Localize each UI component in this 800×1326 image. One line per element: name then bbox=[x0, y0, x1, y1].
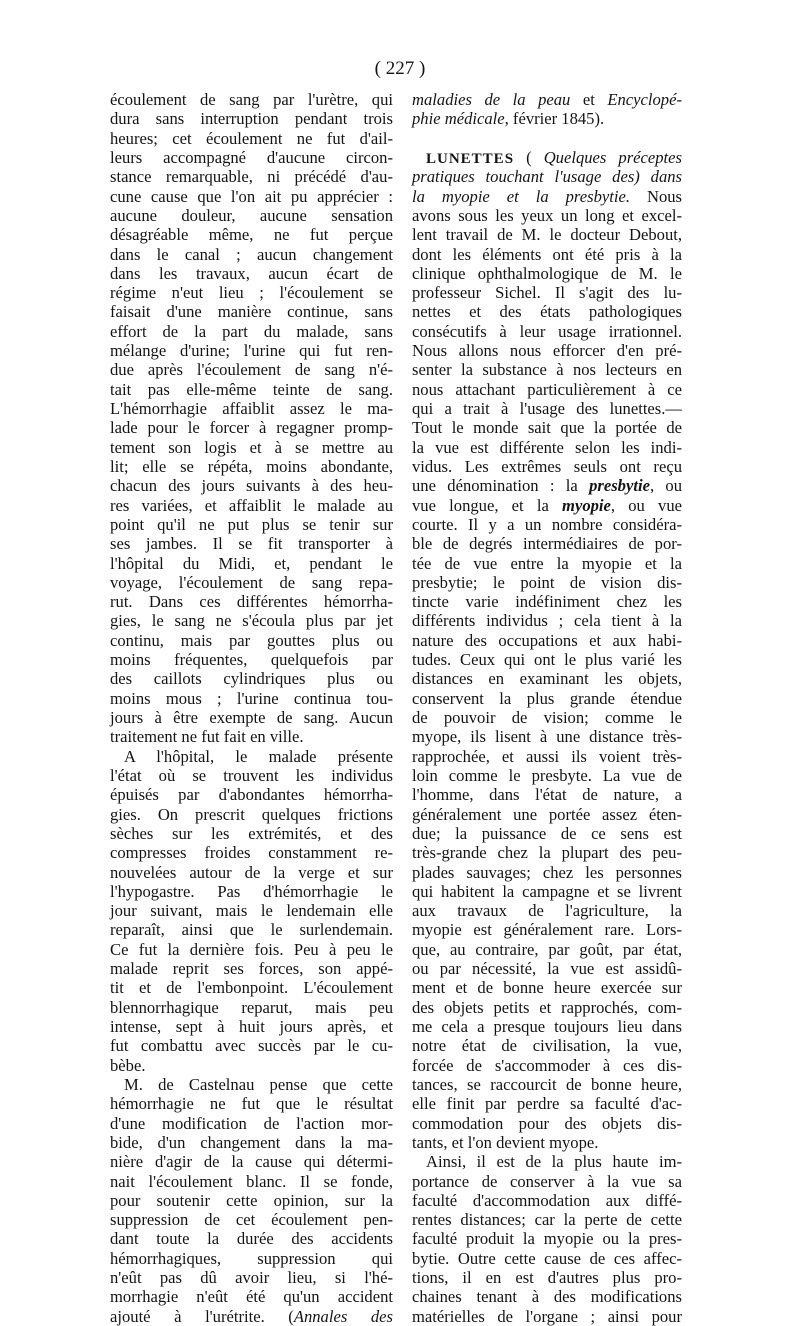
text-run: sèches sur les extrémités, et des bbox=[110, 823, 393, 843]
text-line bbox=[110, 708, 393, 727]
text-line bbox=[110, 631, 393, 650]
text-run: généralement une portée assez éten- bbox=[412, 804, 682, 824]
text-run: très-grande chez la plupart des peu- bbox=[412, 843, 682, 863]
text-line bbox=[110, 515, 393, 534]
text-run: senter la substance à nos lecteurs en bbox=[412, 360, 682, 380]
text-line bbox=[110, 978, 393, 997]
text-run: dont les éléments ont été pris à la bbox=[412, 244, 682, 264]
text-run: différents individus ; cela tient à la bbox=[412, 611, 682, 631]
text-run: hémorrhagie ne fut que le résultat bbox=[110, 1094, 393, 1114]
text-run: tit et de l'embonpoint. L'écoulement bbox=[110, 978, 393, 998]
text-line bbox=[110, 322, 393, 341]
text-run: l'hypogastre. Pas d'hémorrhagie le bbox=[110, 881, 393, 901]
text-run: ajouté à l'urétrite. ( bbox=[110, 1306, 294, 1326]
text-line bbox=[412, 689, 682, 708]
text-run: dant toute la durée des accidents bbox=[110, 1229, 393, 1249]
text-line bbox=[110, 727, 393, 746]
text-run: myopie est généralement rare. Lors- bbox=[412, 920, 682, 940]
text-run: bide, d'un changement dans la ma- bbox=[110, 1132, 393, 1152]
text-line bbox=[110, 360, 393, 379]
text-line bbox=[110, 1075, 393, 1094]
text-run: morrhagie n'eût été qu'un accident bbox=[110, 1287, 393, 1307]
text-line bbox=[412, 399, 682, 418]
text-line bbox=[110, 1056, 393, 1075]
text-run: la vue est différente selon les indi- bbox=[412, 437, 682, 457]
text-line bbox=[110, 554, 393, 573]
text-line bbox=[412, 708, 682, 727]
text-line bbox=[110, 747, 393, 766]
text-line bbox=[412, 322, 682, 341]
text-line bbox=[412, 109, 682, 128]
text-run: dura sans interruption pendant trois bbox=[110, 109, 393, 129]
text-run: jours à être exempte de sang. Aucun bbox=[110, 708, 393, 727]
text-line bbox=[412, 496, 682, 515]
text-run: gies, le sang ne s'écoula plus par jet bbox=[110, 611, 393, 631]
text-run: forcée de s'accommoder à ces dis- bbox=[412, 1055, 682, 1075]
text-line bbox=[412, 225, 682, 244]
text-line bbox=[412, 418, 682, 437]
text-run: nature des occupations et aux habi- bbox=[412, 630, 682, 650]
text-run: de pouvoir de vision; comme le bbox=[412, 708, 682, 727]
text-line bbox=[412, 380, 682, 399]
text-run: l'homme, dans l'état de nature, a bbox=[412, 785, 682, 805]
text-run: heures; cet écoulement ne fut d'ail- bbox=[110, 128, 393, 148]
text-run: Nous allons nous efforcer d'en pré- bbox=[412, 341, 682, 361]
text-line bbox=[110, 766, 393, 785]
text-run: tions, il en est d'autres plus pro- bbox=[412, 1268, 682, 1288]
text-line bbox=[110, 109, 393, 128]
text-run: nouvelées autour de la verge et sur bbox=[110, 862, 393, 882]
text-run: consécutifs à leur usage irrationnel. bbox=[412, 321, 682, 341]
text-line bbox=[110, 785, 393, 804]
text-line bbox=[110, 824, 393, 843]
text-line bbox=[412, 206, 682, 225]
text-line bbox=[412, 129, 682, 148]
text-run: Encyclopé- bbox=[607, 90, 682, 109]
text-line bbox=[412, 341, 682, 360]
text-run: hémorrhagiques, suppression qui bbox=[110, 1248, 393, 1268]
text-run: ( bbox=[514, 147, 544, 167]
text-line bbox=[412, 1075, 682, 1094]
text-line bbox=[412, 360, 682, 379]
text-run: faculté produit la myopie ou la pres- bbox=[412, 1229, 682, 1249]
text-run: LUNETTES bbox=[426, 150, 515, 167]
text-line bbox=[110, 592, 393, 611]
text-run: nettes et des états pathologiques bbox=[412, 302, 682, 322]
text-line bbox=[412, 882, 682, 901]
text-line bbox=[412, 90, 682, 109]
text-line bbox=[110, 901, 393, 920]
text-line bbox=[412, 592, 682, 611]
text-run: lit; elle se répéta, moins abondante, bbox=[110, 456, 393, 476]
text-line bbox=[110, 863, 393, 882]
text-line bbox=[412, 1114, 682, 1133]
text-run: rapprochée, et aussi ils voient très- bbox=[412, 746, 682, 766]
text-run: intense, sept à huit jours après, et bbox=[110, 1017, 393, 1036]
text-line bbox=[412, 611, 682, 630]
text-line bbox=[110, 341, 393, 360]
text-line bbox=[110, 418, 393, 437]
text-run: commodation pour des objets dis- bbox=[412, 1113, 682, 1133]
text-run: désagréable même, ne fut perçue bbox=[110, 225, 393, 245]
text-line bbox=[110, 1094, 393, 1113]
text-line bbox=[110, 534, 393, 553]
text-line bbox=[110, 1133, 393, 1152]
text-run: stance remarquable, ni précédé d'au- bbox=[110, 167, 393, 187]
text-run: tudes. Ceux qui ont le plus varié les bbox=[412, 650, 682, 670]
text-run: chacun des jours suivants à des heu- bbox=[110, 476, 393, 496]
text-run: l'hôpital du Midi, et, pendant le bbox=[110, 553, 393, 573]
text-run: des caillots cylindriques plus ou bbox=[110, 669, 393, 689]
text-line bbox=[412, 1191, 682, 1210]
text-line bbox=[412, 766, 682, 785]
text-line bbox=[110, 457, 393, 476]
text-line bbox=[110, 148, 393, 167]
text-run: conservent la plus grande étendue bbox=[412, 688, 682, 708]
text-line bbox=[412, 1268, 682, 1287]
text-run: compresses froides constamment re- bbox=[110, 843, 393, 863]
text-run: Quelques préceptes bbox=[543, 147, 682, 167]
text-line bbox=[110, 611, 393, 630]
text-line bbox=[412, 727, 682, 746]
text-run: traitement ne fut fait en ville. bbox=[110, 727, 304, 747]
text-line bbox=[110, 476, 393, 495]
text-run: M. de Castelnau pense que cette bbox=[124, 1074, 393, 1094]
text-line bbox=[412, 1094, 682, 1113]
text-run: tée de vue entre la myopie et la bbox=[412, 553, 682, 573]
text-line bbox=[110, 843, 393, 862]
text-run: tincte varie indéfiniment chez les bbox=[412, 592, 682, 612]
text-line bbox=[110, 882, 393, 901]
text-run: vidus. Les extrêmes seuls ont reçu bbox=[412, 456, 682, 476]
text-run: , février 1845). bbox=[504, 109, 605, 129]
text-run: écoulement de sang par l'urètre, qui bbox=[110, 90, 393, 109]
text-run: portance de conserver à la vue sa bbox=[412, 1171, 682, 1191]
text-run: gies. On prescrit quelques frictions bbox=[110, 804, 393, 824]
text-run: presbytie; le point de vision dis- bbox=[412, 572, 682, 592]
text-line bbox=[110, 959, 393, 978]
text-line bbox=[110, 1036, 393, 1055]
text-run: malade reprit ses forces, son appé- bbox=[110, 959, 393, 979]
text-line bbox=[412, 573, 682, 592]
text-line bbox=[412, 534, 682, 553]
text-run: loin comme le presbyte. La vue de bbox=[412, 765, 682, 785]
text-line bbox=[110, 998, 393, 1017]
text-run: d'une modification de l'action mor- bbox=[110, 1113, 393, 1133]
text-run: tances, se raccourcit de bonne heure, bbox=[412, 1074, 682, 1094]
text-run: avons sous les yeux un long et excel- bbox=[412, 205, 682, 225]
text-line bbox=[412, 1133, 682, 1152]
text-run: ble de degrés intermédiaires de por- bbox=[412, 534, 682, 554]
text-line bbox=[412, 631, 682, 650]
text-run: jour suivant, mais le lendemain elle bbox=[110, 901, 393, 921]
text-line bbox=[412, 1307, 682, 1326]
text-line bbox=[412, 959, 682, 978]
text-run: et bbox=[570, 90, 608, 109]
text-line bbox=[110, 650, 393, 669]
page-number: ( 227 ) bbox=[374, 58, 426, 79]
text-line bbox=[110, 90, 393, 109]
text-line bbox=[110, 1307, 393, 1326]
text-run: l'état où se trouvent les individus bbox=[110, 765, 393, 785]
text-run: notre état de civilisation, la vue, bbox=[412, 1036, 682, 1056]
text-line bbox=[412, 515, 682, 534]
text-line bbox=[110, 187, 393, 206]
text-run: faculté d'accommodation aux diffé- bbox=[412, 1190, 682, 1210]
text-run: phie médicale bbox=[412, 109, 505, 129]
text-line bbox=[110, 940, 393, 959]
text-run: blennorrhagique reparut, mais peu bbox=[110, 997, 393, 1017]
text-line bbox=[110, 920, 393, 939]
text-run: des objets petits et rapprochés, com- bbox=[412, 997, 682, 1017]
text-run: due; la puissance de ce sens est bbox=[412, 823, 682, 843]
text-line bbox=[110, 225, 393, 244]
text-run: cune cause que l'on ait pu apprécier : bbox=[110, 186, 393, 206]
text-line bbox=[110, 1249, 393, 1268]
text-line bbox=[110, 1152, 393, 1171]
text-line bbox=[110, 1172, 393, 1191]
text-run: matérielles de l'organe ; ainsi pour bbox=[412, 1306, 682, 1326]
text-run: n'eût pas dû avoir lieu, si l'hé- bbox=[110, 1268, 393, 1288]
text-run: pratiques touchant l'usage des) dans bbox=[412, 167, 682, 187]
text-line bbox=[110, 245, 393, 264]
right-column bbox=[412, 90, 682, 1326]
text-run: régime n'eut lieu ; l'écoulement se bbox=[110, 283, 393, 303]
text-run: me cela a presque toujours lieu dans bbox=[412, 1017, 682, 1036]
text-run: professeur Sichel. Il s'agit des lu- bbox=[412, 283, 682, 303]
text-run: maladies de la peau bbox=[412, 90, 571, 109]
text-line bbox=[412, 901, 682, 920]
text-line bbox=[412, 476, 682, 495]
text-run: courte. Il y a un nombre considéra- bbox=[412, 514, 682, 534]
text-run: presbytie bbox=[589, 476, 650, 496]
text-run: ses jambes. Il se fit transporter à bbox=[110, 534, 393, 554]
text-run: elle finit par perdre sa faculté d'ac- bbox=[412, 1094, 682, 1114]
text-line bbox=[110, 1191, 393, 1210]
text-run: suppression de cet écoulement pen- bbox=[110, 1210, 393, 1230]
text-run: une dénomination : la bbox=[412, 476, 590, 496]
text-line bbox=[412, 650, 682, 669]
text-run: tants, et l'on devient myope. bbox=[412, 1132, 599, 1152]
text-line bbox=[110, 438, 393, 457]
text-line bbox=[110, 669, 393, 688]
text-run: leurs accompagné d'aucune circon- bbox=[110, 147, 393, 167]
text-run: , ou vue bbox=[610, 495, 682, 515]
text-line bbox=[412, 1036, 682, 1055]
text-run: moins mous ; l'urine continua tou- bbox=[110, 688, 393, 708]
text-line bbox=[412, 1152, 682, 1171]
text-run: bytie. Outre cette cause de ces affec- bbox=[412, 1248, 682, 1268]
text-line bbox=[110, 167, 393, 186]
text-run: lade pour le forcer à regagner promp- bbox=[110, 418, 393, 438]
text-run: nière d'agir de la cause qui détermi- bbox=[110, 1152, 393, 1172]
text-run: pour soutenir cette opinion, sur la bbox=[110, 1190, 393, 1210]
text-run: que, au contraire, par goût, par état, bbox=[412, 939, 682, 959]
text-line bbox=[412, 805, 682, 824]
text-run: reparaît, ainsi que le surlendemain. bbox=[110, 920, 393, 940]
text-line bbox=[412, 245, 682, 264]
text-run: aux travaux de l'agriculture, la bbox=[412, 901, 682, 921]
text-line bbox=[110, 399, 393, 418]
left-column bbox=[110, 90, 393, 1326]
text-run: épuisés par d'abondantes hémorrha- bbox=[110, 785, 393, 805]
text-run: nait l'écoulement blanc. Il se fonde, bbox=[110, 1171, 393, 1191]
text-line bbox=[412, 554, 682, 573]
text-line bbox=[110, 129, 393, 148]
text-run: aucune douleur, aucune sensation bbox=[110, 205, 393, 225]
text-line bbox=[412, 747, 682, 766]
text-run: voyage, l'écoulement de sang repa- bbox=[110, 572, 393, 592]
text-run: chaines tenant à des modifications bbox=[412, 1287, 682, 1307]
text-run: vue longue, et la bbox=[412, 495, 563, 515]
text-line bbox=[412, 187, 682, 206]
text-run: effort de la part du malade, sans bbox=[110, 321, 393, 341]
text-run: lent travail de M. le docteur Debout, bbox=[412, 225, 682, 245]
text-run: myope, ils lisent à une distance très- bbox=[412, 727, 682, 747]
text-run: tait pas elle-même teinte de sang. bbox=[110, 379, 393, 399]
text-line bbox=[412, 1056, 682, 1075]
text-line bbox=[110, 380, 393, 399]
text-line bbox=[412, 1210, 682, 1229]
text-run: qui a trait à l'usage des lunettes.— bbox=[412, 399, 682, 418]
text-run: Annales des bbox=[293, 1306, 393, 1326]
text-line bbox=[412, 457, 682, 476]
text-line bbox=[412, 438, 682, 457]
text-run: Tout le monde sait que la portée de bbox=[412, 418, 682, 438]
text-run: A l'hôpital, le malade présente bbox=[124, 746, 393, 766]
text-line bbox=[110, 264, 393, 283]
text-run: faisait d'une manière continue, sans bbox=[110, 302, 393, 322]
text-run: distances en examinant les objets, bbox=[412, 669, 682, 689]
text-run: rut. Dans ces différentes hémorrha- bbox=[110, 592, 393, 612]
text-line bbox=[412, 264, 682, 283]
text-line bbox=[110, 1114, 393, 1133]
text-run: nous attachant particulièrement à ce bbox=[412, 379, 682, 399]
text-line bbox=[412, 167, 682, 186]
text-line bbox=[412, 863, 682, 882]
text-line bbox=[412, 148, 682, 167]
text-line bbox=[412, 843, 682, 862]
text-line bbox=[110, 283, 393, 302]
text-run: mélange d'urine; l'urine qui fut ren- bbox=[110, 341, 393, 361]
text-run: continu, mais par gouttes plus ou bbox=[110, 630, 393, 650]
text-run: Nous bbox=[629, 186, 682, 206]
text-line bbox=[110, 1287, 393, 1306]
text-run: fut combattu avec succès par le cu- bbox=[110, 1036, 393, 1056]
text-line bbox=[412, 978, 682, 997]
text-line bbox=[110, 1268, 393, 1287]
text-line bbox=[110, 1229, 393, 1248]
text-run: bèbe. bbox=[110, 1055, 146, 1075]
text-line bbox=[110, 805, 393, 824]
text-line bbox=[110, 689, 393, 708]
text-run: qui habitent la campagne et se livrent bbox=[412, 881, 682, 901]
text-line bbox=[412, 785, 682, 804]
text-run: clinique ophthalmologique de M. le bbox=[412, 263, 682, 283]
text-run: Ainsi, il est de la plus haute im- bbox=[426, 1152, 682, 1172]
text-run: res variées, et affaiblit le malade au bbox=[110, 495, 393, 515]
text-line bbox=[110, 1210, 393, 1229]
text-line bbox=[110, 496, 393, 515]
text-run: tement son logis et à se mettre au bbox=[110, 437, 393, 457]
text-line bbox=[110, 206, 393, 225]
text-run: Ce fut la dernière fois. Peu à peu le bbox=[110, 939, 393, 959]
text-run: point qu'il ne put plus se tenir sur bbox=[110, 514, 393, 534]
text-run: moins fréquentes, quelquefois par bbox=[110, 650, 393, 670]
text-run: myopie bbox=[562, 495, 611, 515]
text-line bbox=[110, 1017, 393, 1036]
text-run: la myopie et la presbytie. bbox=[412, 186, 630, 206]
text-line bbox=[412, 940, 682, 959]
text-line bbox=[110, 573, 393, 592]
text-run: dans le canal ; aucun changement bbox=[110, 244, 393, 264]
text-line bbox=[412, 1017, 682, 1036]
text-run: dans les travaux, aucun écart de bbox=[110, 263, 393, 283]
text-line bbox=[412, 998, 682, 1017]
text-line bbox=[412, 824, 682, 843]
text-line bbox=[412, 920, 682, 939]
text-line bbox=[412, 283, 682, 302]
text-run: , ou bbox=[649, 476, 683, 496]
text-run: due après l'écoulement de sang n'é- bbox=[110, 360, 393, 380]
text-line bbox=[412, 302, 682, 321]
text-line bbox=[412, 1229, 682, 1248]
text-line bbox=[110, 302, 393, 321]
text-line bbox=[412, 1172, 682, 1191]
text-line bbox=[412, 1287, 682, 1306]
text-run: ou par nécessité, la vue est assidû- bbox=[412, 959, 682, 979]
text-run: plades sauvages; chez les personnes bbox=[412, 862, 682, 882]
text-line bbox=[412, 1249, 682, 1268]
text-run: L'hémorrhagie affaiblit assez le ma- bbox=[110, 399, 393, 418]
text-run: ment et de bonne heure exercée sur bbox=[412, 978, 682, 998]
text-line bbox=[412, 669, 682, 688]
text-run: rentes distances; car la perte de cette bbox=[412, 1210, 682, 1230]
